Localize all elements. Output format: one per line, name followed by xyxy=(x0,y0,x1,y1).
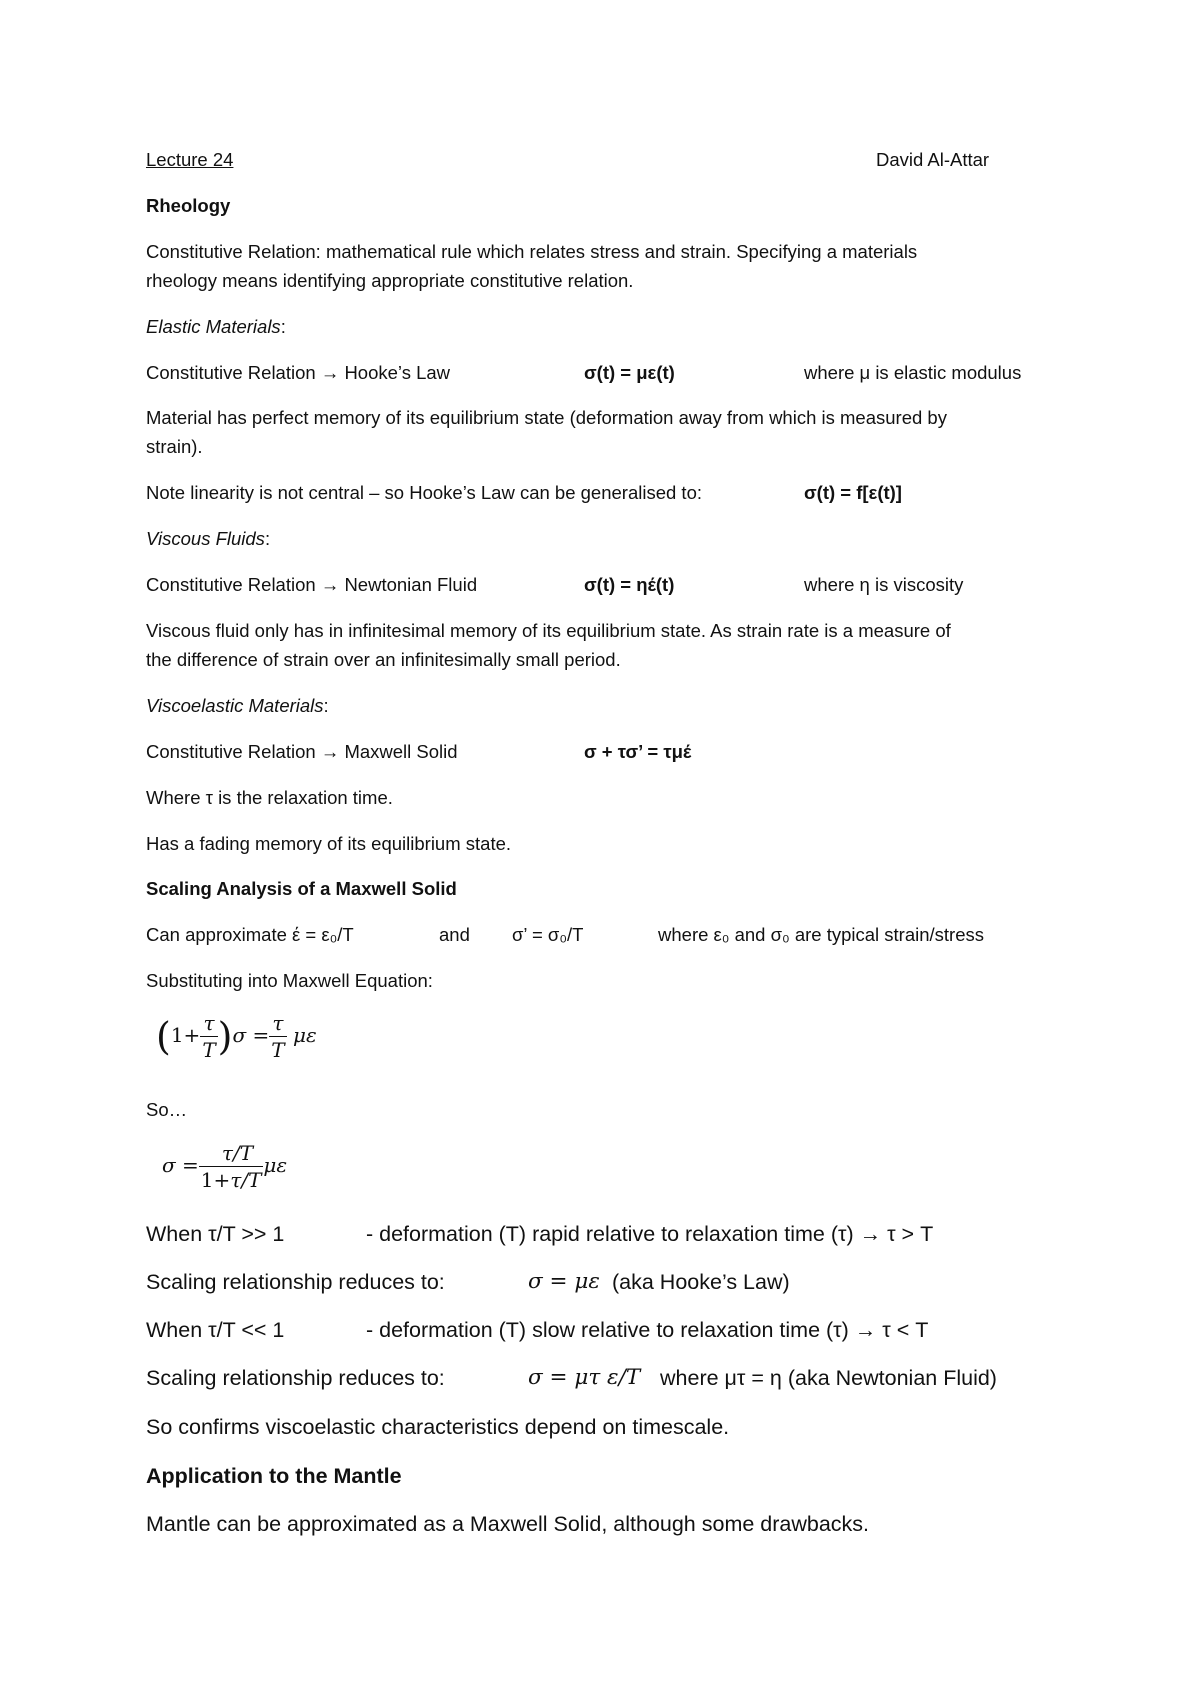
viscoelastic-relation-label: Constitutive Relation → Maxwell Solid xyxy=(146,741,458,762)
approx-where: where ε₀ and σ₀ are typical strain/stress xyxy=(658,924,985,945)
low-ratio-condition: When τ/T << 1 xyxy=(146,1318,285,1342)
elastic-equation: σ(t) = με(t) xyxy=(584,362,675,383)
viscous-relation-label: Constitutive Relation → Newtonian Fluid xyxy=(146,574,478,595)
elastic-memory-line-1: Material has perfect memory of its equilibrium state (deformation away from which is measured by xyxy=(146,407,947,428)
so-text: So… xyxy=(146,1099,188,1120)
elastic-relation-label: Constitutive Relation → Hooke’s Law xyxy=(146,362,451,383)
substituted-equation: (1+ $\frac{\tau}{T}$ )σ = $\frac{\tau}{T}$ με xyxy=(156,1011,317,1062)
elastic-heading: Elastic Materials: xyxy=(146,316,286,337)
high-ratio-condition: When τ/T >> 1 xyxy=(146,1222,285,1246)
fading-memory-note: Has a fading memory of its equilibrium state. xyxy=(146,833,512,854)
substituting-text: Substituting into Maxwell Equation: xyxy=(146,970,433,991)
approx-stress-rate: σ’ = σ₀/T xyxy=(512,924,584,945)
approx-strain-rate: Can approximate έ = ε₀/T xyxy=(146,924,354,945)
high-ratio-description: - deformation (T) rapid relative to relaxation time (τ) → τ > T xyxy=(366,1222,934,1246)
viscous-memory-line-2: the difference of strain over an infinitesimally small period. xyxy=(146,649,621,670)
hookes-law-aka: (aka Hooke’s Law) xyxy=(612,1270,790,1294)
viscous-memory-line-1: Viscous fluid only has in infinitesimal memory of its equilibrium state. As strain rate is a measure of xyxy=(146,620,951,641)
timescale-conclusion: So confirms viscoelastic characteristics depend on timescale. xyxy=(146,1415,730,1439)
scaling-heading: Scaling Analysis of a Maxwell Solid xyxy=(146,878,457,899)
low-ratio-description: - deformation (T) slow relative to relaxation time (τ) → τ < T xyxy=(366,1318,929,1342)
viscous-where: where η is viscosity xyxy=(804,574,964,595)
lecture-number: Lecture 24 xyxy=(146,149,234,170)
elastic-where: where μ is elastic modulus xyxy=(804,362,1022,383)
high-reduces-label: Scaling relationship reduces to: xyxy=(146,1270,445,1294)
mantle-heading: Application to the Mantle xyxy=(146,1464,402,1488)
viscous-heading: Viscous Fluids: xyxy=(146,528,271,549)
scaling-solution-equation: σ = $\frac{\tau/T}{1+\tau/T}$ με xyxy=(162,1141,288,1192)
newtonian-aka: where μτ = η (aka Newtonian Fluid) xyxy=(660,1366,997,1390)
page-title: Rheology xyxy=(146,195,231,216)
intro-line-2: rheology means identifying appropriate constitutive relation. xyxy=(146,270,634,291)
generalised-equation: σ(t) = f[ε(t)] xyxy=(804,482,902,503)
relaxation-time-note: Where τ is the relaxation time. xyxy=(146,787,393,808)
newtonian-equation: σ = μτ ε/T xyxy=(528,1365,641,1390)
hookes-law-equation: σ = με xyxy=(528,1269,600,1294)
maxwell-equation: σ + τσ’ = τμέ xyxy=(584,741,692,762)
viscous-equation: σ(t) = ηέ(t) xyxy=(584,574,675,595)
intro-line-1: Constitutive Relation: mathematical rule which relates stress and strain. Specifying a materials xyxy=(146,241,918,262)
mantle-text: Mantle can be approximated as a Maxwell Solid, although some drawbacks. xyxy=(146,1512,870,1536)
author-name: David Al-Attar xyxy=(876,149,990,170)
elastic-memory-line-2: strain). xyxy=(146,436,203,457)
approx-and: and xyxy=(439,924,470,945)
linearity-note: Note linearity is not central – so Hooke’s Law can be generalised to: xyxy=(146,482,703,503)
low-reduces-label: Scaling relationship reduces to: xyxy=(146,1366,445,1390)
viscoelastic-heading: Viscoelastic Materials: xyxy=(146,695,329,716)
